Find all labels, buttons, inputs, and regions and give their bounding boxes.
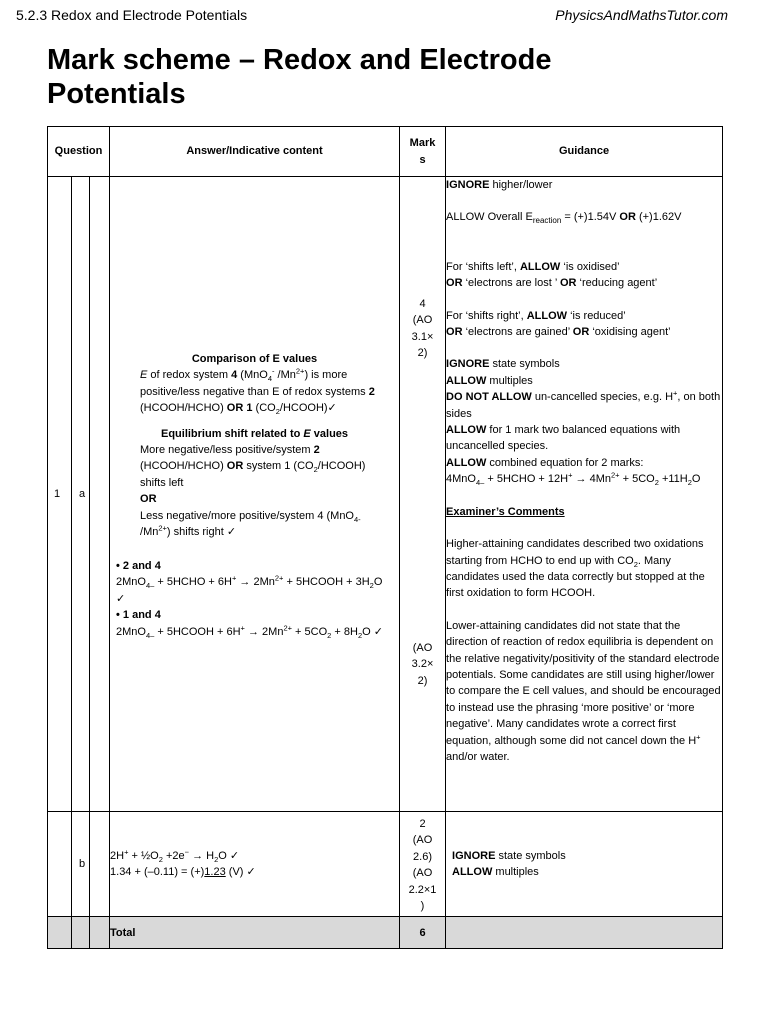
examiner-comment-2: Lower-attaining candidates did not state that the direction of reaction of redox equilibria is dependent on the relative negativity/positivity of the standard electrode potentials. Some candidates are still using higher/lower to compare the E cell values, and should be encouraged to instead use the phrasing ‘more positive’ or ‘more negative’. Many candidates wrote a correct first equation, although some did not cancel down the H+ and/or water. [446, 619, 721, 763]
table-row-1a [48, 177, 723, 812]
total-q1 [48, 917, 72, 949]
total-row [48, 917, 723, 949]
guidance-shifts-right-2: OR ‘electrons are gained’ OR ‘oxidising agent’ [446, 326, 671, 339]
marks-ao-31: 4 (AO 3.1× 2) [411, 298, 434, 360]
comparison-text: E of redox system 4 (MnO$_4$- $/Mn^{2+}$) is more positive/less negative than E of redox systems 2 (HCOOH/HCHO) OR 1 $(CO_2/HCOOH)✓$ [140, 366, 375, 417]
total-label: Total [110, 917, 400, 949]
guidance-cell [446, 177, 723, 812]
marks-ao-32: (AO 3.2× 2) [411, 642, 434, 687]
question-part: b [72, 812, 90, 917]
equation-2-4: 2MnO$_{4-}$ + 5HCHO + $6H^+ \to 2Mn^{2+}$ + 5HCOOH + $3H_2O$ ✓ [116, 573, 383, 605]
guidance-ignore-higher: IGNORE higher/lower [446, 179, 553, 191]
col-header-question: Question [48, 127, 110, 177]
guidance-allow-1mark: ALLOW for 1 mark two balanced equations with uncancelled species. [446, 424, 681, 453]
equation-label-1-4: • 1 and 4 [116, 609, 161, 622]
guidance-shifts-left-1: For ‘shifts left’, ALLOW ‘is oxidised’ [446, 260, 620, 273]
answer-b-equation: $2H^+ + \frac{1}{2}O_2 +2e^- \to H_2O$ ✓ [110, 847, 240, 864]
guidance-allow-combined: ALLOW combined equation for 2 marks: [446, 456, 644, 469]
guidance-cell-b [446, 812, 723, 917]
guidance-ignore-state: IGNORE state symbols [446, 358, 560, 371]
shift-text-1: More negative/less positive/system 2 (HCOOH/HCHO) OR system 1 $(CO_2/HCOOH)$ shifts left [140, 444, 366, 489]
question-number-empty [48, 812, 72, 917]
total-value: 6 [400, 917, 446, 949]
mark-scheme-table [47, 126, 723, 949]
guidance-do-not-allow: DO NOT ALLOW un-cancelled species, e.g. H+, on both sides [446, 388, 721, 420]
guidance-shifts-left-2: OR ‘electrons are lost ’ OR ‘reducing agent’ [446, 277, 658, 290]
total-guidance [446, 917, 723, 949]
marks-cell-b: 2 (AO 2.6) (AO 2.2×1 ) [400, 812, 446, 917]
answer-b-calculation: 1.34 + (–0.11) = (+)1.23 (V) ✓ [110, 866, 256, 879]
examiner-comments-heading: Examiner’s Comments [446, 505, 565, 518]
question-subpart [90, 812, 110, 917]
shift-text-2: Less negative/more positive/system 4 (MnO$_{4-}$ $/Mn^{2+}$) shifts right ✓ [140, 509, 361, 539]
marks-cell [400, 177, 446, 812]
question-subpart [90, 177, 110, 812]
comparison-heading: Comparison of E values [191, 353, 318, 365]
guidance-b-allow: ALLOW multiples [452, 866, 539, 879]
col-header-guidance: Guidance [446, 127, 723, 177]
equation-1-4: 2MnO$_{4-}$ + 5HCOOH + $6H^+ \to 2Mn^{2+} + 5CO_2 + 8H_2O$ ✓ [116, 622, 383, 640]
total-q3 [90, 917, 110, 949]
examiner-comment-1: Higher-attaining candidates described two oxidations starting from HCHO to end up with $CO_2$. Many candidates used the data correctly but stopped at the first oxidation to form HCOOH. [446, 538, 705, 600]
guidance-shifts-right-1: For ‘shifts right’, ALLOW ‘is reduced’ [446, 309, 626, 322]
header-row [48, 127, 723, 177]
shift-heading: Equilibrium shift related to E values [160, 427, 349, 440]
total-q2 [72, 917, 90, 949]
question-number: 1 [48, 177, 72, 812]
header-site: PhysicsAndMathsTutor.com [555, 7, 728, 23]
equation-label-2-4: • 2 and 4 [116, 560, 161, 572]
col-header-marks: Mark s [400, 127, 446, 177]
header-topic: 5.2.3 Redox and Electrode Potentials [16, 7, 248, 23]
shift-or: OR [140, 493, 157, 506]
table-row-1b [48, 812, 723, 917]
page-title: Mark scheme – Redox and Electrode Potentials [47, 44, 552, 110]
guidance-b-ignore: IGNORE state symbols [452, 849, 566, 862]
guidance-allow-multiples: ALLOW multiples [446, 374, 533, 387]
col-header-answer: Answer/Indicative content [110, 127, 400, 177]
question-part: a [72, 177, 90, 812]
answer-cell [110, 177, 400, 812]
answer-cell-b [110, 812, 400, 917]
guidance-combined-equation: 4MnO$_{4-}$ + 5HCHO + $12H^+ \to 4Mn^{2+} + 5CO_2 +11H_2O$ [446, 470, 701, 488]
guidance-allow-overall: ALLOW Overall $E_{reaction} = (+)1.54V$ OR (+)1.62V [446, 211, 682, 226]
